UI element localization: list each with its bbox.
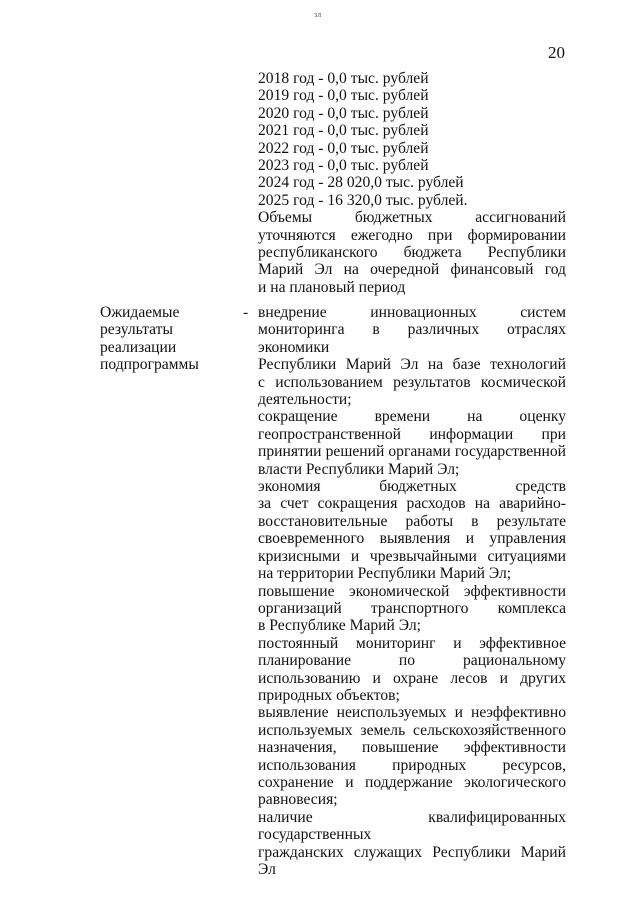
funding-year-line: 2024 год - 28 020,0 тыс. рублей bbox=[258, 174, 464, 192]
result-line: в Республике Марий Эл; bbox=[258, 617, 421, 635]
funding-note-line: уточняются ежегодно при формировании bbox=[258, 226, 566, 244]
result-line: наличие квалифицированных государственных bbox=[258, 808, 566, 844]
funding-year-line: 2018 год - 0,0 тыс. рублей bbox=[258, 70, 429, 87]
funding-note-line: и на плановый период bbox=[258, 278, 406, 296]
result-line: использованию и охране лесов и других bbox=[258, 669, 566, 687]
result-line: сохранение и поддержание экологического bbox=[258, 773, 566, 791]
funding-note-line: республиканского бюджета Республики bbox=[258, 244, 566, 262]
result-line: за счет сокращения расходов на аварийно- bbox=[258, 495, 566, 513]
result-line: назначения, повышение эффективности bbox=[258, 739, 566, 757]
result-line: планирование по рациональному bbox=[258, 652, 566, 670]
result-line: Республики Марий Эл на базе технологий bbox=[258, 356, 566, 374]
result-line: природных объектов; bbox=[258, 686, 400, 704]
result-line: экономия бюджетных средств bbox=[258, 478, 566, 496]
result-item bbox=[258, 478, 566, 582]
result-item bbox=[258, 304, 566, 408]
result-line: на территории Республики Марий Эл; bbox=[258, 565, 512, 583]
funding-year-line: 2022 год - 0,0 тыс. рублей bbox=[258, 139, 429, 157]
funding-block bbox=[258, 70, 566, 296]
results-label-line: подпрограммы bbox=[100, 356, 199, 374]
results-list bbox=[258, 304, 566, 878]
result-line: используемых земель сельскохозяйственного bbox=[258, 721, 566, 739]
result-line: мониторинга в различных отраслях экономики bbox=[258, 321, 566, 356]
funding-year-line: 2021 год - 0,0 тыс. рублей bbox=[258, 122, 429, 140]
funding-year-line: 2020 год - 0,0 тыс. рублей bbox=[258, 104, 429, 122]
result-line: выявление неиспользуемых и неэффективно bbox=[258, 704, 566, 722]
funding-note bbox=[258, 209, 566, 296]
results-dash: - bbox=[243, 304, 249, 321]
funding-year-line: 2025 год - 16 320,0 тыс. рублей. bbox=[258, 191, 468, 209]
funding-note-line: Марий Эл на очередной финансовый год bbox=[258, 261, 566, 279]
result-item bbox=[258, 809, 566, 879]
result-line: организаций транспортного комплекса bbox=[258, 599, 566, 617]
page-number: 20 bbox=[548, 43, 565, 62]
result-item bbox=[258, 408, 566, 478]
result-line: внедрение инновационных систем bbox=[258, 304, 566, 321]
result-item bbox=[258, 704, 566, 808]
scan-mark: зл bbox=[314, 10, 322, 19]
funding-years-list bbox=[258, 70, 566, 209]
result-line: деятельности; bbox=[258, 391, 352, 409]
result-line: своевременного выявления и управления bbox=[258, 530, 566, 548]
result-line: использования природных ресурсов, bbox=[258, 756, 566, 774]
result-line: с использованием результатов космической bbox=[258, 373, 566, 391]
result-line: повышение экономической эффективности bbox=[258, 582, 566, 600]
result-line: гражданских служащих Республики Марий Эл bbox=[258, 843, 566, 878]
funding-year-line: 2023 год - 0,0 тыс. рублей bbox=[258, 157, 429, 175]
result-line: кризисными и чрезвычайными ситуациями bbox=[258, 547, 566, 565]
result-item bbox=[258, 635, 566, 705]
result-line: сокращение времени на оценку bbox=[258, 408, 566, 426]
result-line: равновесия; bbox=[258, 791, 338, 809]
result-line: восстановительные работы в результате bbox=[258, 512, 566, 530]
result-line: власти Республики Марий Эл; bbox=[258, 460, 460, 478]
funding-note-line: Объемы бюджетных ассигнований bbox=[258, 209, 566, 227]
result-line: принятии решений органами государственной bbox=[258, 443, 566, 461]
results-label-line: реализации bbox=[100, 338, 177, 356]
result-line: геопространственной информации при bbox=[258, 425, 566, 443]
results-label bbox=[100, 304, 230, 374]
funding-year-line: 2019 год - 0,0 тыс. рублей bbox=[258, 87, 429, 105]
result-item bbox=[258, 583, 566, 635]
results-label-line: Ожидаемые bbox=[100, 304, 180, 321]
results-label-line: результаты bbox=[100, 321, 173, 339]
result-line: постоянный мониторинг и эффективное bbox=[258, 634, 566, 652]
